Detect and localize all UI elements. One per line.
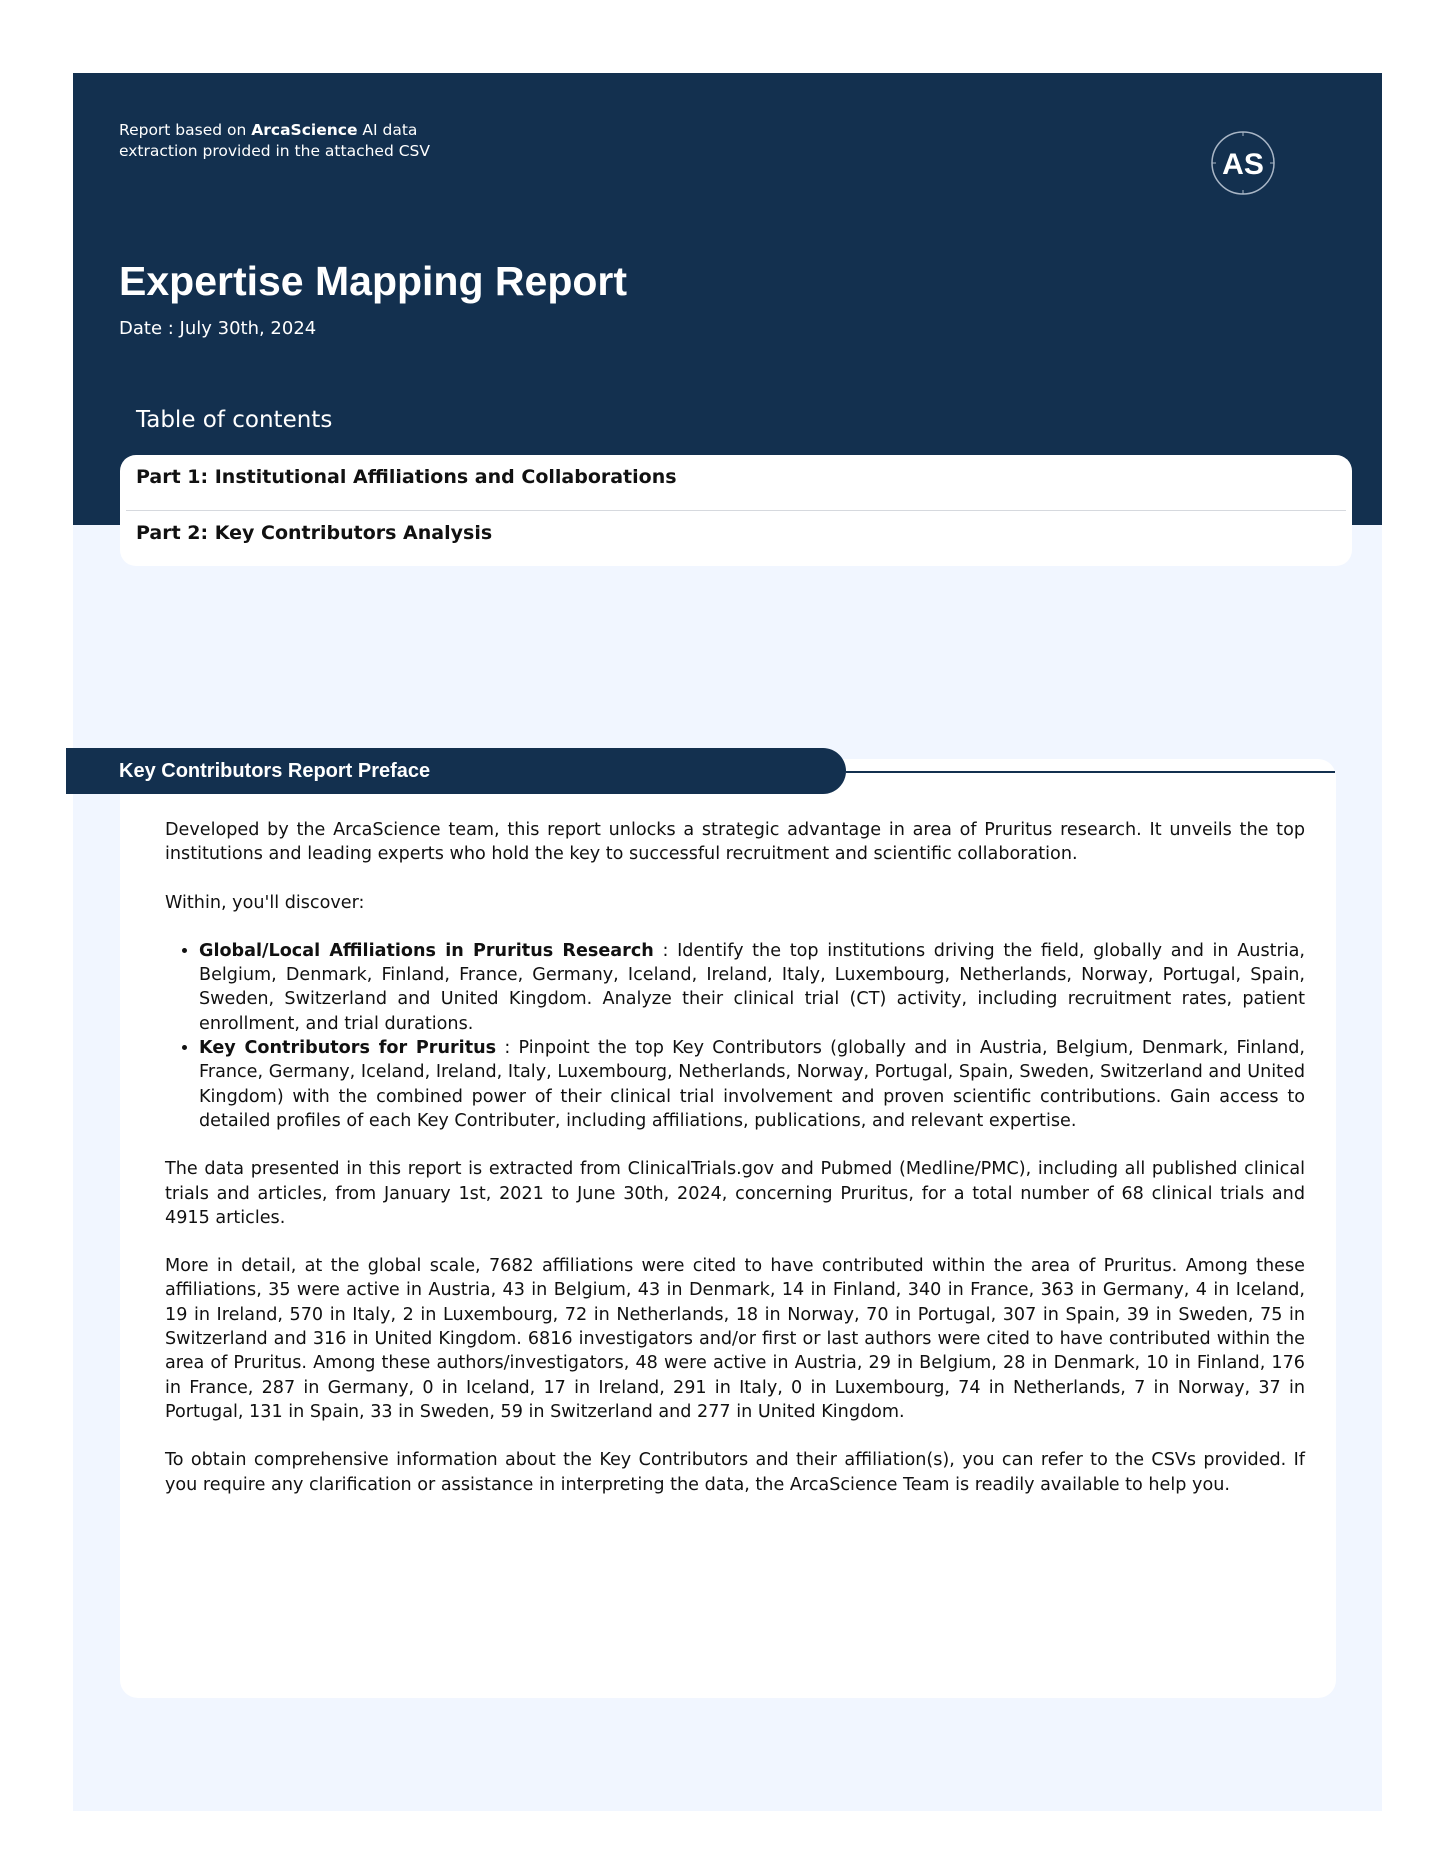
intro-paragraph: Developed by the ArcaScience team, this report unlocks a strategic advantage in area of Pruritus research. It unveils the top institutions and leading experts who hold the key to successful recruitment and scientific collaboration. bbox=[165, 820, 1305, 865]
list-item-text: : Identify the top institutions driving the field, globally and in Austria, Belgium, Denmark, Finland, France, Germany, Iceland, Ireland, Italy, Luxembourg, Netherlands, Norway, Portugal, Spain, Sweden, Switzerland and United Kingdom. Analyze their clinical trial (CT) activity, including recruitment rates, patient enrollment, and trial durations. bbox=[199, 940, 1306, 1034]
table-of-contents bbox=[120, 455, 1352, 566]
list-item bbox=[199, 939, 1305, 1036]
section-title: Key Contributors Report Preface bbox=[119, 760, 431, 782]
arcascience-logo-icon bbox=[1209, 129, 1277, 197]
discover-list bbox=[165, 939, 1305, 1133]
list-item bbox=[199, 1036, 1305, 1133]
toc-title: Table of contents bbox=[136, 407, 333, 433]
data-source-paragraph: The data presented in this report is extracted from ClinicalTrials.gov and Pubmed (Medline/PMC), including all published clinical trials and articles, from January 1st, 2021 to June 30th, 2024, concerning Pruritus, for a total number of 68 clinical trials and 4915 articles. bbox=[165, 1159, 1305, 1228]
source-suffix: AI data extraction provided in the attached CSV bbox=[119, 121, 430, 160]
closing-paragraph: To obtain comprehensive information about the Key Contributors and their affiliation(s), you can refer to the CSVs provided. If you require any clarification or assistance in interpreting the data, the ArcaScience Team is readily available to help you. bbox=[165, 1450, 1305, 1495]
report-page bbox=[73, 73, 1382, 1811]
source-brand: ArcaScience bbox=[251, 121, 358, 139]
list-item-label: Key Contributors for Pruritus bbox=[199, 1038, 497, 1059]
list-item-text: : Pinpoint the top Key Contributors (globally and in Austria, Belgium, Denmark, Finland, France, Germany, Iceland, Ireland, Italy, Luxembourg, Netherlands, Norway, Portugal, Spain, Sweden, Switzerland and United Kingdom) with the combined power of their clinical trial involvement and proven scientific contributions. Gain access to detailed profiles of each Key Contributer, including affiliations, publications, and relevant expertise. bbox=[199, 1038, 1305, 1131]
report-title: Expertise Mapping Report bbox=[119, 258, 628, 304]
section-header bbox=[66, 748, 846, 794]
discover-paragraph: Within, you'll discover: bbox=[165, 892, 365, 913]
toc-divider bbox=[126, 510, 1346, 511]
source-prefix: Report based on bbox=[119, 121, 252, 139]
preface-body bbox=[165, 818, 1305, 1521]
list-item-label: Global/Local Affiliations in Pruritus Research bbox=[199, 940, 654, 961]
logo-text: AS bbox=[1222, 148, 1264, 181]
toc-item-part-1[interactable]: Part 1: Institutional Affiliations and Collaborations bbox=[136, 466, 677, 488]
section-divider bbox=[846, 771, 1335, 773]
report-date: Date : July 30th, 2024 bbox=[119, 318, 317, 339]
source-note bbox=[119, 120, 449, 162]
details-paragraph: More in detail, at the global scale, 7682 affiliations were cited to have contributed within the area of Pruritus. Among these affiliations, 35 were active in Austria, 43 in Belgium, 43 in Denmark, 14 in Finland, 340 in France, 363 in Germany, 4 in Iceland, 19 in Ireland, 570 in Italy, 2 in Luxembourg, 72 in Netherlands, 18 in Norway, 70 in Portugal, 307 in Spain, 39 in Sweden, 75 in Switzerland and 316 in United Kingdom. 6816 investigators and/or first or last authors were cited to have contributed within the area of Pruritus. Among these authors/investigators, 48 were active in Austria, 29 in Belgium, 28 in Denmark, 10 in Finland, 176 in France, 287 in Germany, 0 in Iceland, 17 in Ireland, 291 in Italy, 0 in Luxembourg, 74 in Netherlands, 7 in Norway, 37 in Portugal, 131 in Spain, 33 in Sweden, 59 in Switzerland and 277 in United Kingdom. bbox=[165, 1256, 1305, 1422]
toc-item-part-2[interactable]: Part 2: Key Contributors Analysis bbox=[136, 522, 493, 544]
